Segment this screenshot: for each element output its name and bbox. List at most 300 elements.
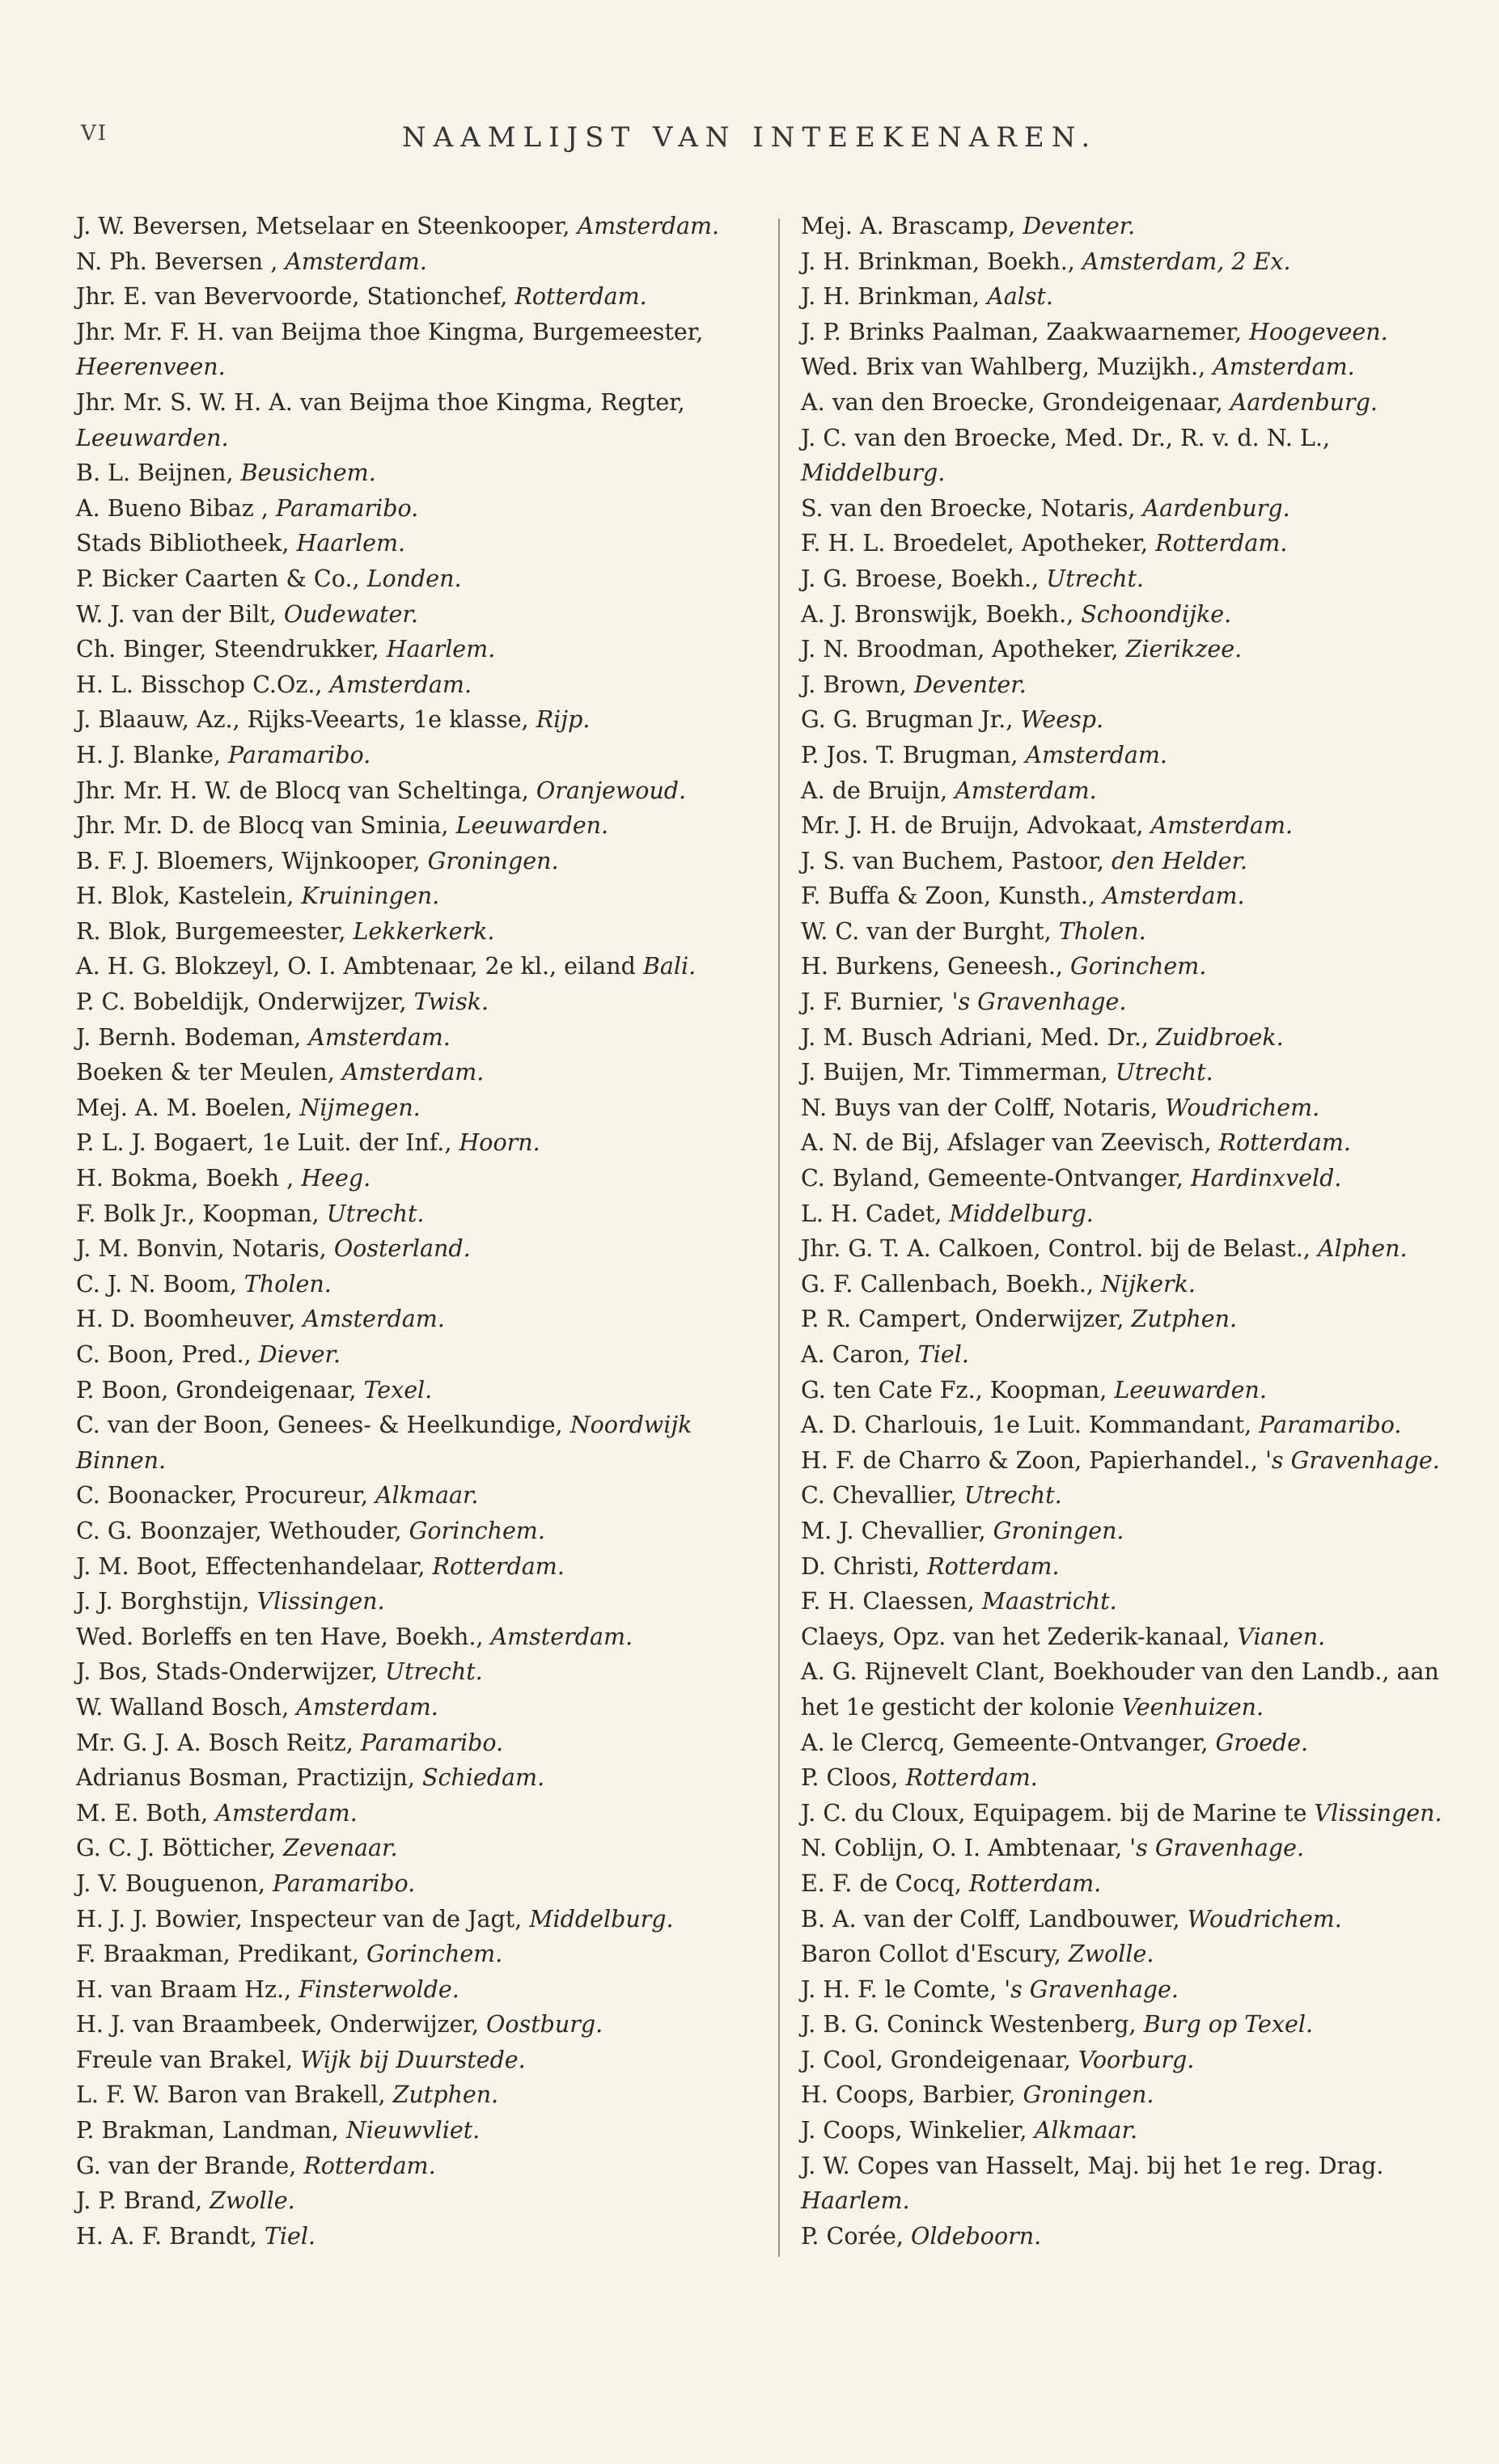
subscriber-name: M. E. Both, <box>76 1799 216 1827</box>
subscriber-entry <box>801 949 1472 984</box>
subscriber-name: J. J. Borghstijn, <box>76 1588 257 1615</box>
subscriber-place: Amsterdam. <box>1103 883 1245 910</box>
subscriber-entry <box>76 561 756 597</box>
subscriber-place: Amsterdam, 2 Ex. <box>1082 248 1291 275</box>
subscriber-name: C. Byland, Gemeente-Ontvanger, <box>801 1165 1191 1192</box>
subscriber-entry <box>76 1408 756 1443</box>
subscriber-name: Jhr. Mr. H. W. de Blocq van Scheltinga, <box>76 777 536 804</box>
subscriber-name: N. Buys van der Colff, Notaris, <box>801 1094 1166 1121</box>
subscriber-place: Rotterdam. <box>905 1764 1038 1792</box>
subscriber-entry <box>801 1337 1472 1373</box>
subscriber-entry <box>76 1902 756 1937</box>
subscriber-name: C. G. Boonzajer, Wethouder, <box>76 1517 409 1544</box>
subscriber-name: J. M. Boot, Effectenhandelaar, <box>76 1552 433 1580</box>
subscriber-place: Paramaribo. <box>1259 1412 1402 1439</box>
subscriber-entry <box>801 914 1472 950</box>
subscriber-entry <box>76 1231 756 1267</box>
subscriber-place: Nijkerk. <box>1101 1270 1196 1298</box>
subscriber-place: Diever. <box>258 1341 341 1368</box>
subscriber-name: Stads Bibliotheek, <box>76 530 297 557</box>
subscriber-place: Zuidbroek. <box>1156 1023 1284 1051</box>
subscriber-entry <box>801 1902 1472 1937</box>
running-title: NAAMLIJST VAN INTEEKENAREN. <box>401 121 1098 154</box>
subscriber-place: Schoondijke. <box>1081 600 1232 628</box>
subscriber-name: A. de Bruijn, <box>801 777 955 804</box>
subscriber-column-right <box>801 209 1472 2254</box>
subscriber-entry <box>801 1125 1472 1161</box>
subscriber-entry <box>801 491 1472 527</box>
subscriber-name: Adrianus Bosman, Practizijn, <box>76 1764 422 1792</box>
subscriber-place: Rotterdam. <box>1218 1129 1351 1157</box>
subscriber-place: Alphen. <box>1317 1235 1408 1263</box>
subscriber-name: A. Caron, <box>801 1341 918 1368</box>
subscriber-place: Veenhuizen. <box>1121 1693 1264 1721</box>
subscriber-entry <box>76 667 756 703</box>
subscriber-place: Gorinchem. <box>409 1517 545 1544</box>
subscriber-name: J. Bos, Stads-Onderwijzer, <box>76 1658 385 1686</box>
subscriber-entry <box>76 349 756 385</box>
subscriber-place: Zierikzee. <box>1125 636 1243 663</box>
subscriber-entry <box>76 491 756 527</box>
subscriber-entry <box>76 1090 756 1126</box>
subscriber-entry <box>76 1619 756 1655</box>
subscriber-entry <box>801 1231 1472 1267</box>
subscriber-entry <box>76 2113 756 2149</box>
subscriber-entry <box>801 1055 1472 1090</box>
subscriber-place: Rotterdam. <box>927 1552 1060 1580</box>
subscriber-place: Vlissingen. <box>1314 1799 1442 1827</box>
subscriber-entry <box>801 209 1472 244</box>
subscriber-place: Woudrichem. <box>1165 1094 1320 1121</box>
subscriber-place: Oldeboorn. <box>910 2222 1042 2250</box>
subscriber-place: Tholen. <box>243 1270 332 1298</box>
subscriber-place: Leeuwarden. <box>76 424 229 451</box>
subscriber-entry <box>801 1196 1472 1232</box>
subscriber-name: J. H. Brinkman, <box>801 283 988 311</box>
subscriber-place: Groningen. <box>1023 2081 1154 2109</box>
subscriber-name: W. Walland Bosch, <box>76 1693 297 1721</box>
subscriber-name: Boeken & ter Meulen, <box>76 1059 342 1086</box>
subscriber-name: G. ten Cate Fz., Koopman, <box>801 1376 1115 1403</box>
subscriber-place: 's Gravenhage. <box>1004 1975 1179 2003</box>
subscriber-entry <box>76 1302 756 1337</box>
subscriber-name: L. H. Cadet, <box>801 1200 950 1227</box>
subscriber-place: Twisk. <box>413 989 489 1016</box>
subscriber-entry <box>801 1760 1472 1796</box>
subscriber-entry <box>76 1725 756 1761</box>
subscriber-name: R. Blok, Burgemeester, <box>76 917 354 945</box>
subscriber-name: H. D. Boomheuver, <box>76 1306 303 1333</box>
subscriber-name: F. Buffa & Zoon, Kunsth., <box>801 883 1103 910</box>
subscriber-name: P. Corée, <box>801 2222 911 2250</box>
subscriber-place: Tiel. <box>917 1341 969 1368</box>
subscriber-place: Deventer. <box>1023 213 1136 239</box>
subscriber-name: Mej. A. Brascamp, <box>801 213 1023 239</box>
subscriber-name: H. J. J. Bowier, Inspecteur van de Jagt, <box>76 1905 530 1933</box>
subscriber-place: Voorburg. <box>1078 2046 1195 2073</box>
subscriber-entry <box>76 2219 756 2254</box>
subscriber-entry <box>76 1020 756 1056</box>
subscriber-entry <box>76 738 756 773</box>
subscriber-name: P. Brakman, Landman, <box>76 2117 346 2144</box>
subscriber-place: Alkmaar. <box>375 1482 479 1509</box>
subscriber-place: Weesp. <box>1020 706 1104 734</box>
subscriber-entry <box>76 1937 756 1972</box>
subscriber-place: Leeuwarden. <box>455 812 609 840</box>
subscriber-place: Rotterdam. <box>1155 530 1288 557</box>
subscriber-place: Noordwijk <box>570 1412 692 1439</box>
subscriber-entry <box>76 773 756 809</box>
subscriber-place: Groede. <box>1215 1729 1309 1756</box>
subscriber-entry <box>76 1760 756 1796</box>
subscriber-name: J. Blaauw, Az., Rijks-Veearts, 1e klasse, <box>76 706 536 734</box>
subscriber-place: Hoorn. <box>459 1129 540 1157</box>
subscriber-name: Jhr. Mr. S. W. H. A. van Beijma thoe Kingma, Regter, <box>76 388 685 416</box>
subscriber-place: Amsterdam. <box>215 1799 358 1827</box>
subscriber-name: J. W. Beversen, Metselaar en Steenkooper, <box>76 213 578 239</box>
subscriber-name: F. H. Claessen, <box>801 1588 982 1615</box>
subscriber-entry <box>801 1161 1472 1196</box>
subscriber-place: Heerenveen. <box>76 354 226 381</box>
subscriber-place: Groningen. <box>427 847 559 874</box>
subscriber-name: M. J. Chevallier, <box>801 1517 993 1544</box>
subscriber-place: Heeg. <box>301 1165 371 1192</box>
subscriber-entry <box>801 1831 1472 1866</box>
subscriber-place: Utrecht. <box>326 1200 425 1227</box>
subscriber-place: Kruiningen. <box>301 883 440 910</box>
subscriber-entry <box>801 1937 1472 1972</box>
subscriber-name: J. P. Brand, <box>76 2187 210 2215</box>
subscriber-place: Aardenburg. <box>1230 388 1378 416</box>
subscriber-name: S. van den Broecke, Notaris, <box>801 494 1143 522</box>
subscriber-entry <box>76 1654 756 1690</box>
subscriber-place: Tiel. <box>264 2222 316 2250</box>
subscriber-place: Rijp. <box>536 706 591 734</box>
subscriber-entry <box>76 244 756 280</box>
subscriber-entry <box>76 2077 756 2113</box>
subscriber-entry <box>76 597 756 633</box>
subscriber-entry <box>76 1549 756 1585</box>
subscriber-place: Gorinchem. <box>1070 953 1207 980</box>
subscriber-name: G. van der Brande, <box>76 2152 304 2179</box>
subscriber-name: Jhr. Mr. F. H. van Beijma thoe Kingma, Burgemeester, <box>76 318 704 345</box>
subscriber-name: J. M. Bonvin, Notaris, <box>76 1235 334 1263</box>
subscriber-name: B. F. J. Bloemers, Wijnkooper, <box>76 847 428 874</box>
subscriber-name: het 1e gesticht der kolonie <box>801 1693 1122 1721</box>
subscriber-name: P. Cloos, <box>801 1764 906 1792</box>
subscriber-entry <box>76 949 756 984</box>
subscriber-place: Binnen. <box>76 1446 167 1474</box>
subscriber-entry <box>801 2219 1472 2254</box>
subscriber-entry <box>76 455 756 491</box>
subscriber-entry <box>76 1373 756 1408</box>
subscriber-entry <box>801 1443 1472 1479</box>
subscriber-entry <box>76 279 756 315</box>
subscriber-place: Deventer. <box>913 671 1027 698</box>
subscriber-place: Hardinxveld. <box>1190 1165 1342 1192</box>
subscriber-name: C. Boonacker, Procureur, <box>76 1482 375 1509</box>
subscriber-place: Rotterdam. <box>432 1552 565 1580</box>
subscriber-place: Amsterdam. <box>1150 812 1294 840</box>
subscriber-place: Amsterdam. <box>285 248 427 275</box>
subscriber-name: H. J. Blanke, <box>76 741 228 768</box>
subscriber-entry <box>76 1866 756 1902</box>
subscriber-entry <box>801 1619 1472 1655</box>
subscriber-entry <box>801 2043 1472 2078</box>
subscriber-name: F. H. L. Broedelet, Apotheker, <box>801 530 1156 557</box>
subscriber-entry <box>801 1725 1472 1761</box>
subscriber-entry <box>76 421 756 456</box>
subscriber-place: Amsterdam. <box>1025 741 1167 768</box>
subscriber-name: Ch. Binger, Steendrukker, <box>76 636 387 663</box>
subscriber-entry <box>801 1584 1472 1619</box>
subscriber-place: Amsterdam. <box>955 777 1097 804</box>
subscriber-place: Schiedam. <box>421 1764 545 1792</box>
subscriber-name: Jhr. E. van Bevervoorde, Stationchef, <box>76 283 515 311</box>
subscriber-name: J. V. Bouguenon, <box>76 1869 273 1897</box>
subscriber-place: Haarlem. <box>386 636 496 663</box>
subscriber-place: den Helder. <box>1112 847 1248 874</box>
page-header <box>0 121 1499 154</box>
subscriber-name: A. H. G. Blokzeyl, O. I. Ambtenaar, 2e kl., eiland <box>76 953 643 980</box>
subscriber-entry <box>801 1796 1472 1831</box>
subscriber-place: Amsterdam. <box>296 1693 438 1721</box>
subscriber-place: Maastricht. <box>981 1588 1117 1615</box>
subscriber-name: W. J. van der Bilt, <box>76 600 284 628</box>
subscriber-place: Oosterland. <box>333 1235 471 1263</box>
subscriber-name: J. S. van Buchem, Pastoor, <box>801 847 1112 874</box>
subscriber-entry <box>801 1514 1472 1549</box>
subscriber-entry <box>76 1972 756 2008</box>
subscriber-entry <box>76 1267 756 1302</box>
subscriber-entry <box>76 315 756 350</box>
subscriber-entry <box>76 1055 756 1090</box>
subscriber-entry <box>801 808 1472 844</box>
subscriber-place: Oranjewoud. <box>536 777 687 804</box>
subscriber-entry <box>801 561 1472 597</box>
subscriber-place: Alkmaar. <box>1034 2117 1138 2144</box>
subscriber-name: F. Braakman, Predikant, <box>76 1941 366 1968</box>
subscriber-column-left <box>76 209 756 2254</box>
subscriber-place: Aalst. <box>987 283 1053 311</box>
subscriber-place: Amsterdam. <box>329 671 472 698</box>
subscriber-name: Jhr. Mr. D. de Blocq van Sminia, <box>76 812 456 840</box>
subscriber-name: H. A. F. Brandt, <box>76 2222 265 2250</box>
subscriber-name: J. N. Broodman, Apotheker, <box>801 636 1126 663</box>
subscriber-entry <box>76 209 756 244</box>
subscriber-place: Utrecht. <box>1046 565 1144 592</box>
subscriber-entry <box>801 597 1472 633</box>
subscriber-entry <box>801 315 1472 350</box>
subscriber-place: Paramaribo. <box>227 741 371 768</box>
subscriber-place: Rotterdam. <box>514 283 647 311</box>
subscriber-name: C. Boon, Pred., <box>76 1341 259 1368</box>
subscriber-entry <box>801 1408 1472 1443</box>
subscriber-place: Middelburg. <box>949 1200 1094 1227</box>
subscriber-place: Paramaribo. <box>272 1869 416 1897</box>
subscriber-place: Texel. <box>363 1376 433 1403</box>
subscriber-place: Wijk bij Duurstede. <box>300 2046 526 2073</box>
subscriber-entry <box>801 1373 1472 1408</box>
subscriber-entry <box>76 1831 756 1866</box>
subscriber-place: Haarlem. <box>296 530 406 557</box>
subscriber-place: Amsterdam. <box>341 1059 485 1086</box>
subscriber-name: D. Christi, <box>801 1552 928 1580</box>
subscriber-place: Zutphen. <box>392 2081 499 2109</box>
subscriber-place: Utrecht. <box>1115 1059 1213 1086</box>
subscriber-place: Lekkerkerk. <box>353 917 495 945</box>
subscriber-name: H. van Braam Hz., <box>76 1975 299 2003</box>
subscriber-place: Nijmegen. <box>299 1094 421 1121</box>
subscriber-place: 's Gravenhage. <box>1129 1835 1305 1862</box>
subscriber-place: Amsterdam. <box>308 1023 451 1051</box>
subscriber-entry <box>76 1478 756 1514</box>
subscriber-entry <box>76 2043 756 2078</box>
subscriber-place: Vianen. <box>1237 1623 1326 1650</box>
subscriber-name: J. Coops, Winkelier, <box>801 2117 1035 2144</box>
subscriber-place: Gorinchem. <box>366 1941 503 1968</box>
subscriber-place: Rotterdam. <box>968 1869 1102 1897</box>
subscriber-name: A. le Clercq, Gemeente-Ontvanger, <box>801 1729 1216 1756</box>
subscriber-entry <box>801 738 1472 773</box>
subscriber-entry <box>801 844 1472 879</box>
subscriber-entry <box>801 773 1472 809</box>
subscriber-entry <box>76 1584 756 1619</box>
subscriber-name: H. Coops, Barbier, <box>801 2081 1023 2109</box>
subscriber-entry <box>801 1478 1472 1514</box>
subscriber-name: B. A. van der Colff, Landbouwer, <box>801 1905 1188 1933</box>
subscriber-place: Utrecht. <box>963 1482 1062 1509</box>
subscriber-name: Wed. Brix van Wahlberg, Muzijkh., <box>801 354 1213 381</box>
subscriber-name: H. Blok, Kastelein, <box>76 883 302 910</box>
subscriber-entry <box>76 878 756 914</box>
subscriber-entry <box>76 984 756 1020</box>
subscriber-name: Freule van Brakel, <box>76 2046 301 2073</box>
subscriber-name: P. Bicker Caarten & Co., <box>76 565 367 592</box>
subscriber-entry <box>76 702 756 738</box>
subscriber-entry <box>76 1161 756 1196</box>
subscriber-place: Paramaribo. <box>360 1729 504 1756</box>
subscriber-entry <box>76 808 756 844</box>
subscriber-entry <box>76 385 756 421</box>
subscriber-place: 's Gravenhage. <box>1265 1446 1440 1474</box>
subscriber-name: P. R. Campert, Onderwijzer, <box>801 1306 1132 1333</box>
subscriber-name: P. C. Bobeldijk, Onderwijzer, <box>76 989 414 1016</box>
subscriber-entry <box>801 2149 1472 2184</box>
subscriber-place: Vlissingen. <box>256 1588 385 1615</box>
subscriber-name: J. P. Brinks Paalman, Zaakwaarnemer, <box>801 318 1250 345</box>
subscriber-name: L. F. W. Baron van Brakell, <box>76 2081 393 2109</box>
subscriber-place: Aardenburg. <box>1142 494 1290 522</box>
subscriber-entry <box>801 632 1472 667</box>
subscriber-place: Utrecht. <box>384 1658 483 1686</box>
subscriber-place: Zevenaar. <box>283 1835 398 1862</box>
subscriber-name: J. F. Burnier, <box>801 989 952 1016</box>
subscriber-entry <box>76 2007 756 2043</box>
subscriber-name: B. L. Beijnen, <box>76 459 241 487</box>
subscriber-entry <box>801 1972 1472 2008</box>
subscriber-place: Londen. <box>366 565 462 592</box>
subscriber-name: H. J. van Braambeek, Onderwijzer, <box>76 2011 487 2039</box>
subscriber-place: Leeuwarden. <box>1114 1376 1267 1403</box>
subscriber-place: Nieuwvliet. <box>345 2117 481 2144</box>
subscriber-name: H. Bokma, Boekh , <box>76 1165 302 1192</box>
subscriber-place: Zutphen. <box>1131 1306 1238 1333</box>
subscriber-name: J. C. van den Broecke, Med. Dr., R. v. d. N. L., <box>801 424 1331 451</box>
subscriber-entry <box>801 1690 1472 1725</box>
subscriber-name: N. Coblijn, O. I. Ambtenaar, <box>801 1835 1130 1862</box>
subscriber-name: J. B. G. Coninck Westenberg, <box>801 2011 1144 2039</box>
subscriber-entry <box>801 2007 1472 2043</box>
subscriber-place: Beusichem. <box>240 459 376 487</box>
subscriber-name: Baron Collot d'Escury, <box>801 1941 1069 1968</box>
subscriber-name: N. Ph. Beversen , <box>76 248 286 275</box>
subscriber-entry <box>76 1337 756 1373</box>
subscriber-entry <box>76 844 756 879</box>
subscriber-name: J. W. Copes van Hasselt, Maj. bij het 1e reg. Drag. <box>801 2152 1384 2179</box>
subscriber-entry <box>801 2183 1472 2219</box>
subscriber-place: Middelburg. <box>529 1905 674 1933</box>
subscriber-place: Zwolle. <box>210 2187 295 2215</box>
subscriber-entry <box>801 1654 1472 1690</box>
subscriber-entry <box>801 667 1472 703</box>
subscriber-place: Hoogeveen. <box>1249 318 1388 345</box>
subscriber-place: Zwolle. <box>1068 1941 1154 1968</box>
subscriber-name: Jhr. G. T. A. Calkoen, Control. bij de Belast., <box>801 1235 1318 1263</box>
subscriber-entry <box>76 914 756 950</box>
subscriber-name: F. Bolk Jr., Koopman, <box>76 1200 327 1227</box>
subscriber-entry <box>801 1267 1472 1302</box>
subscriber-entry <box>801 1549 1472 1585</box>
subscriber-place: 's Gravenhage. <box>951 989 1127 1016</box>
subscriber-name: A. D. Charlouis, 1e Luit. Kommandant, <box>801 1412 1260 1439</box>
subscriber-place: Tholen. <box>1058 917 1146 945</box>
subscriber-name: A. J. Bronswijk, Boekh., <box>801 600 1082 628</box>
subscriber-name: C. van der Boon, Genees- & Heelkundige, <box>76 1412 570 1439</box>
subscriber-name: J. H. F. le Comte, <box>801 1975 1005 2003</box>
subscriber-name: Wed. Borleffs en ten Have, Boekh., <box>76 1623 491 1650</box>
subscriber-place: Amsterdam. <box>490 1623 633 1650</box>
subscriber-entry <box>801 1866 1472 1902</box>
subscriber-place: Groningen. <box>993 1517 1124 1544</box>
subscriber-place: Bali. <box>642 953 697 980</box>
subscriber-name: J. H. Brinkman, Boekh., <box>801 248 1082 275</box>
subscriber-name: Mej. A. M. Boelen, <box>76 1094 300 1121</box>
subscriber-entry <box>76 2183 756 2219</box>
subscriber-name: J. G. Broese, Boekh., <box>801 565 1047 592</box>
subscriber-place: Rotterdam. <box>303 2152 436 2179</box>
subscriber-name: G. C. J. Bötticher, <box>76 1835 284 1862</box>
subscriber-name: J. Buijen, Mr. Timmerman, <box>801 1059 1116 1086</box>
subscriber-entry <box>801 421 1472 456</box>
subscriber-name: A. van den Broecke, Grondeigenaar, <box>801 388 1230 416</box>
subscriber-entry <box>801 455 1472 491</box>
subscriber-name: P. Jos. T. Brugman, <box>801 741 1026 768</box>
subscriber-place: Haarlem. <box>801 2187 910 2215</box>
subscriber-name: G. F. Callenbach, Boekh., <box>801 1270 1102 1298</box>
subscriber-name: C. Chevallier, <box>801 1482 964 1509</box>
subscriber-place: Amsterdam. <box>577 213 720 239</box>
subscriber-entry <box>801 526 1472 561</box>
subscriber-name: H. F. de Charro & Zoon, Papierhandel., <box>801 1446 1266 1474</box>
subscriber-place: Paramaribo. <box>275 494 419 522</box>
subscriber-place: Oudewater. <box>283 600 418 628</box>
subscriber-entry <box>801 702 1472 738</box>
subscriber-entry <box>801 385 1472 421</box>
subscriber-name: W. C. van der Burght, <box>801 917 1059 945</box>
subscriber-entry <box>76 1196 756 1232</box>
subscriber-entry <box>801 349 1472 385</box>
